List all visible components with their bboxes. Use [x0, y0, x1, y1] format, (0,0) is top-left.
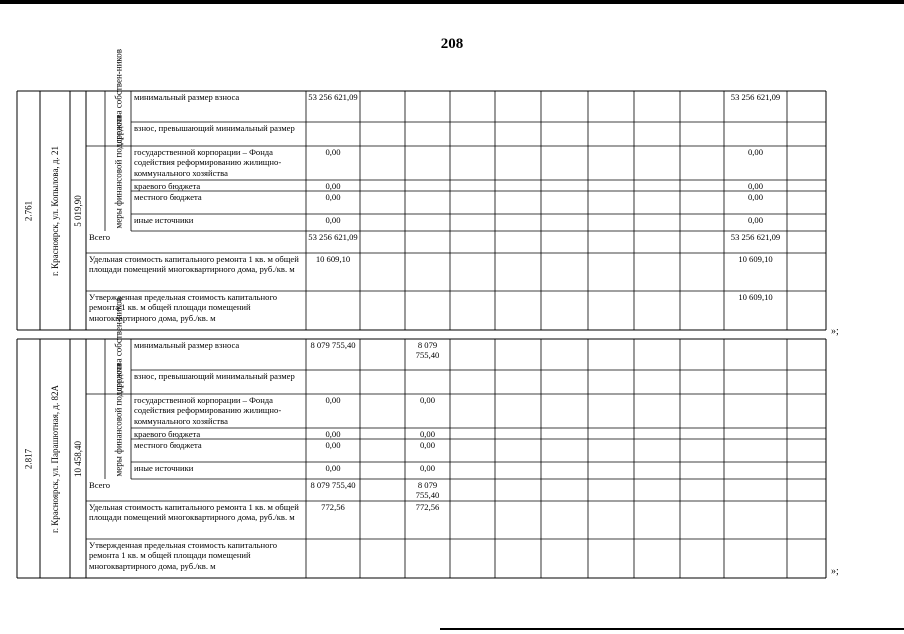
- value-total-min_contribution: 53 256 621,09: [730, 92, 781, 102]
- value-col1-other: 0,00: [325, 215, 341, 225]
- row-label-regional: краевого бюджета: [134, 181, 201, 191]
- value-col1-min_contribution: 8 079 755,40: [310, 340, 356, 350]
- value-col1-other: 0,00: [325, 463, 341, 473]
- building-number-2-cell: [17, 339, 40, 578]
- bottom-rule: [440, 628, 904, 630]
- value-col1-limit_cost: [306, 291, 360, 330]
- group-own-funds-1: средства собствен-ников: [113, 48, 123, 143]
- value-col1-excess_contribution: [306, 122, 360, 146]
- group-support-1: меры финансовой поддержки: [113, 114, 123, 228]
- page-number: 208: [440, 36, 464, 52]
- value-col2-min_contribution: [405, 91, 450, 122]
- value-col2-limit_cost: [405, 539, 450, 578]
- value-total-unit_cost: 10 609,10: [738, 254, 773, 264]
- value-total-local: [724, 439, 787, 462]
- value-total-limit_cost: 10 609,10: [738, 292, 773, 302]
- value-col2-unit_cost: [405, 253, 450, 291]
- value-col2-state_corp: 0,00: [419, 395, 436, 405]
- value-col1-unit_cost: 10 609,10: [315, 254, 351, 264]
- building-area-1-cell: [70, 91, 86, 330]
- building-address-2-cell: [40, 339, 70, 578]
- end-mark-1: »;: [831, 326, 839, 337]
- value-total-min_contribution: [724, 339, 787, 370]
- row-label-sum: Всего: [89, 232, 111, 242]
- value-col2-state_corp: [405, 146, 450, 180]
- row-label-excess_contribution: взнос, превышающий минимальный размер: [134, 371, 295, 381]
- row-label-unit_cost: Удельная стоимость капитального ремонта 1 кв. м общей площади помещений многоквартирного дома, руб./кв. м: [89, 502, 299, 523]
- value-total-regional: 0,00: [747, 181, 764, 191]
- value-total-sum: [724, 479, 787, 501]
- group-support-2: меры финансовой поддержки: [113, 362, 123, 476]
- value-total-other: 0,00: [747, 215, 764, 225]
- building-address-2: г. Красноярск, ул. Парашютная, д. 82А: [50, 384, 60, 533]
- value-total-excess_contribution: [724, 370, 787, 394]
- row-label-limit_cost: Утвержденная предельная стоимость капитального ремонта 1 кв. м общей площади помещений многоквартирного дома, руб./кв. м: [89, 292, 278, 323]
- building-area-2-cell: [70, 339, 86, 578]
- building-number-2: 2.817: [23, 448, 34, 469]
- value-col1-unit_cost: 772,56: [321, 502, 345, 512]
- value-total-other: [724, 462, 787, 479]
- value-col1-local: 0,00: [325, 440, 341, 450]
- row-label-regional: краевого бюджета: [134, 429, 201, 439]
- group-support-2-cell: [105, 362, 131, 479]
- value-col2-sum: 8 079 755,40: [415, 480, 440, 501]
- value-col2-unit_cost: 772,56: [415, 502, 440, 512]
- value-col2-other: [405, 214, 450, 231]
- value-col1-state_corp: 0,00: [325, 395, 341, 405]
- value-col1-excess_contribution: [306, 370, 360, 394]
- value-col2-other: 0,00: [419, 463, 436, 473]
- row-label-state_corp: государственной корпорации – Фонда содействия реформированию жилищно-коммунального хозяйства: [134, 147, 282, 178]
- building-number-1-cell: [17, 91, 40, 330]
- value-col2-limit_cost: [405, 291, 450, 330]
- value-col1-regional: 0,00: [325, 181, 341, 191]
- value-col2-sum: [405, 231, 450, 253]
- row-label-other: иные источники: [134, 463, 194, 473]
- value-total-regional: [724, 428, 787, 439]
- value-col2-local: 0,00: [419, 440, 436, 450]
- row-label-limit_cost: Утвержденная предельная стоимость капитального ремонта 1 кв. м общей площади помещений многоквартирного дома, руб./кв. м: [89, 540, 278, 571]
- row-label-sum: Всего: [89, 480, 111, 490]
- row-label-other: иные источники: [134, 215, 194, 225]
- row-label-excess_contribution: взнос, превышающий минимальный размер: [134, 123, 295, 133]
- value-col2-local: [405, 191, 450, 214]
- value-col2-min_contribution: 8 079 755,40: [415, 340, 440, 361]
- row-label-unit_cost: Удельная стоимость капитального ремонта 1 кв. м общей площади помещений многоквартирного дома, руб./кв. м: [89, 254, 299, 275]
- group-support-1-cell: [105, 114, 131, 231]
- value-col1-limit_cost: [306, 539, 360, 578]
- value-col1-state_corp: 0,00: [325, 147, 341, 157]
- value-col2-excess_contribution: [405, 370, 450, 394]
- value-total-excess_contribution: [724, 122, 787, 146]
- row-label-local: местного бюджета: [134, 192, 202, 202]
- building-area-1: 5 019,90: [73, 194, 83, 227]
- value-col1-local: 0,00: [325, 192, 341, 202]
- value-total-state_corp: 0,00: [747, 147, 764, 157]
- value-col1-sum: 53 256 621,09: [308, 232, 358, 242]
- value-total-unit_cost: [724, 501, 787, 539]
- value-col1-regional: 0,00: [325, 429, 341, 439]
- row-label-local: местного бюджета: [134, 440, 202, 450]
- group-own-funds-2: средства собствен-ников: [113, 296, 123, 391]
- value-total-state_corp: [724, 394, 787, 428]
- value-col2-regional: [405, 180, 450, 191]
- building-address-1-cell: [40, 91, 70, 330]
- building-number-1: 2.761: [23, 200, 34, 221]
- value-col1-sum: 8 079 755,40: [310, 480, 356, 490]
- value-col2-excess_contribution: [405, 122, 450, 146]
- building-address-1: г. Красноярск, ул. Копылова, д. 21: [50, 145, 60, 276]
- row-label-min_contribution: минимальный размер взноса: [134, 340, 240, 350]
- value-total-limit_cost: [724, 539, 787, 578]
- row-label-min_contribution: минимальный размер взноса: [134, 92, 240, 102]
- row-label-state_corp: государственной корпорации – Фонда содействия реформированию жилищно-коммунального хозяйства: [134, 395, 282, 426]
- building-area-2: 10 458,40: [73, 440, 83, 477]
- value-col2-regional: 0,00: [419, 429, 436, 439]
- value-col1-min_contribution: 53 256 621,09: [308, 92, 358, 102]
- value-total-local: 0,00: [747, 192, 764, 202]
- value-total-sum: 53 256 621,09: [730, 232, 781, 242]
- end-mark-2: »;: [831, 566, 839, 577]
